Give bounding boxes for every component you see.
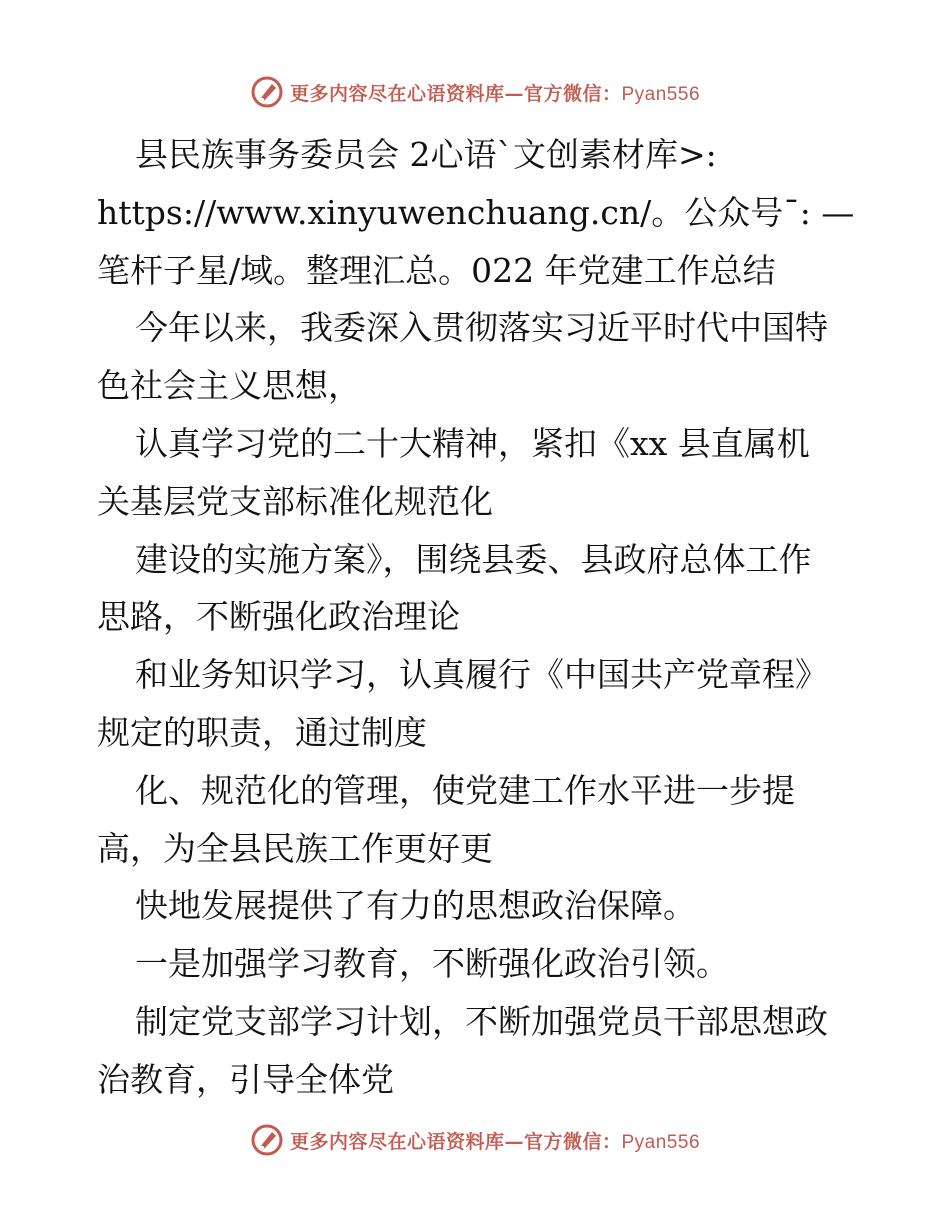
text-line: 县民族事务委员会 2心语`文创素材库>:	[135, 135, 717, 174]
text-line: 建设的实施方案》，围绕县委、县政府总体工作	[135, 539, 812, 579]
text-line: https://www.xinyuwenchuang.cn/。公众号¯: —	[97, 192, 855, 232]
text-line: 今年以来，我委深入贯彻落实习近平时代中国特	[135, 308, 828, 348]
watermark-footer	[0, 1120, 950, 1160]
document-body	[97, 126, 857, 1109]
text-line: 笔杆子星/域。整理汇总。022 年党建工作总结	[97, 250, 776, 290]
watermark-text: 更多内容尽在心语资料库—官方微信：Pyan556	[289, 82, 701, 105]
text-line: 一是加强学习教育，不断强化政治引领。	[135, 944, 729, 984]
text-line: 思路，不断强化政治理论	[97, 597, 460, 637]
text-line: 关基层党支部标准化规范化	[97, 481, 493, 521]
text-line: 色社会主义思想，	[97, 366, 361, 406]
watermark-header	[0, 72, 950, 112]
text-line: 治教育，引导全体党	[97, 1059, 394, 1099]
text-line: 化、规范化的管理，使党建工作水平进一步提	[135, 770, 795, 810]
text-line: 规定的职责，通过制度	[97, 712, 427, 752]
text-line: 快地发展提供了有力的思想政治保障。	[135, 886, 696, 926]
text-line: 制定党支部学习计划，不断加强党员干部思想政	[135, 1001, 828, 1041]
text-line: 认真学习党的二十大精神，紧扣《xx 县直属机	[135, 423, 810, 463]
pen-nib-circle-icon	[250, 75, 284, 109]
text-line: 高，为全县民族工作更好更	[97, 828, 493, 868]
watermark-text: 更多内容尽在心语资料库—官方微信：Pyan556	[289, 1130, 701, 1153]
pen-nib-circle-icon	[250, 1123, 284, 1157]
text-line: 和业务知识学习，认真履行《中国共产党章程》	[135, 655, 828, 695]
